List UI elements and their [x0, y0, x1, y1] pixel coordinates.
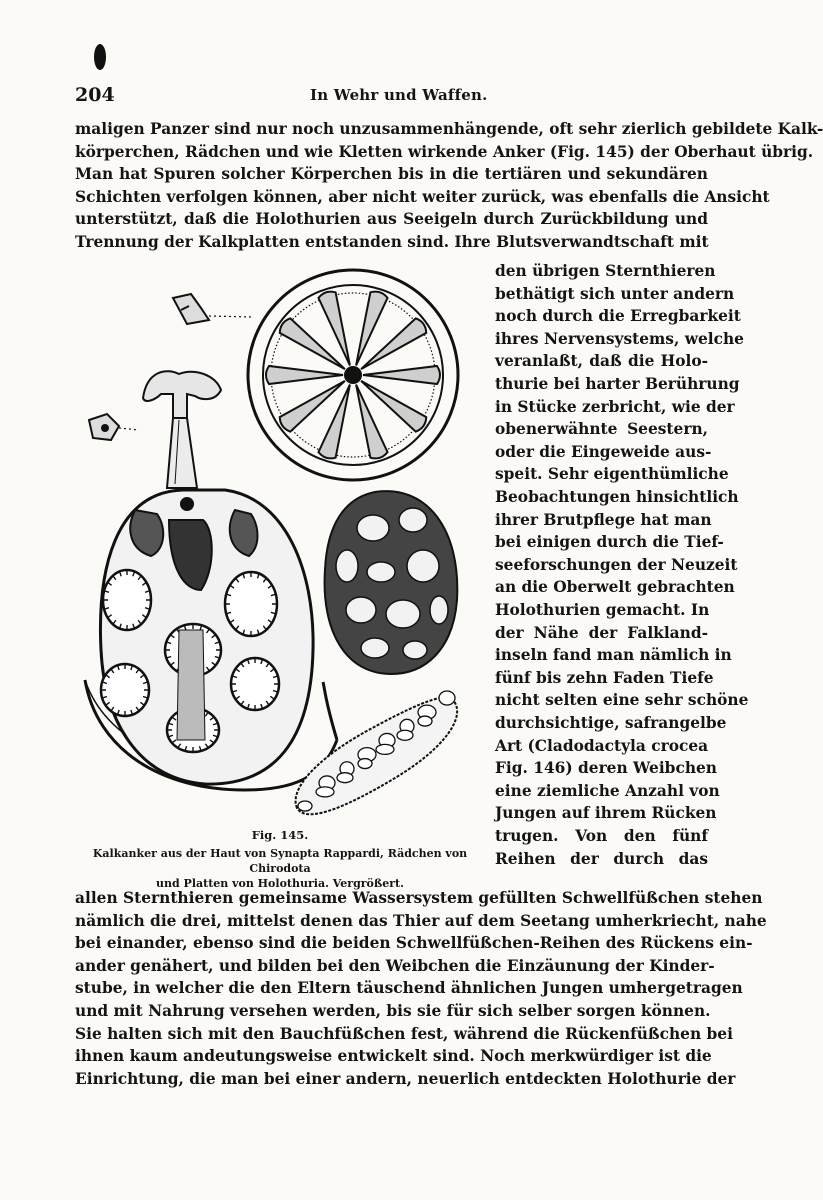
text-line: obenerwähnte Seestern,	[495, 420, 708, 439]
text-line: Reihen der durch das	[495, 849, 708, 868]
text-line: an die Oberwelt gebrachten	[495, 578, 735, 597]
text-line: seeforschungen der Neuzeit	[495, 555, 738, 574]
text-line: Holothurien gemacht. In	[495, 601, 710, 619]
figure-label: Fig. 145.	[251, 828, 309, 842]
text-line: bei einigen durch die Tief-	[495, 533, 724, 552]
figure-caption	[75, 846, 485, 891]
text-line: Man hat Spuren solcher Körperchen bis in die tertiären und sekundären	[75, 165, 708, 184]
text-line: nämlich die drei, mittelst denen das Thier auf dem Seetang umherkriecht, nahe	[75, 911, 767, 930]
text-line: körperchen, Rädchen und wie Kletten wirkende Anker (Fig. 145) der Oberhaut übrig.	[75, 142, 814, 161]
text-line: den übrigen Sternthieren	[495, 262, 716, 280]
text-line: Schichten verfolgen können, aber nicht weiter zurück, was ebenfalls die Ansicht	[75, 187, 770, 206]
text-line: Beobachtungen hinsichtlich	[495, 488, 739, 506]
text-line: Trennung der Kalkplatten entstanden sind. Ihre Blutsverwandtschaft mit	[75, 233, 709, 251]
perforated-plate-oval	[325, 491, 458, 674]
text-line: veranlaßt, daß die Holo-	[495, 352, 708, 371]
wheel-rosette	[248, 270, 458, 480]
text-line: durchsichtige, safrangelbe	[495, 714, 727, 732]
figure-caption-line: Kalkanker aus der Haut von Synapta Rappardi, Rädchen von Chirodota	[92, 847, 468, 875]
text-line: thurie bei harter Berührung	[495, 375, 740, 393]
small-spicule-top	[173, 294, 253, 324]
text-line: trugen. Von den fünf	[495, 827, 708, 845]
text-line: ihres Nervensystems, welche	[495, 329, 744, 348]
text-line: ihrer Brutpflege hat man	[495, 510, 712, 529]
text-line: und mit Nahrung versehen werden, bis sie für sich selber sorgen können.	[75, 1002, 711, 1020]
ink-blot	[94, 44, 106, 70]
figure-caption-line: und Platten von Holothuria. Vergrößert.	[156, 877, 404, 890]
text-line: Fig. 146) deren Weibchen	[495, 759, 717, 778]
text-line: eine ziemliche Anzahl von	[495, 781, 720, 800]
running-head: In Wehr und Waffen.	[310, 86, 488, 104]
small-spicule-left	[89, 414, 139, 440]
anchor-with-plate	[85, 371, 337, 790]
text-line: speit. Sehr eigenthümliche	[495, 465, 729, 484]
text-line: ander genähert, und bilden bei den Weibchen die Einzäunung der Kinder-	[75, 956, 715, 975]
text-line: Art (Cladodactyla crocea	[495, 736, 709, 755]
text-line: Jungen auf ihrem Rücken	[495, 804, 717, 823]
text-line: maligen Panzer sind nur noch unzusammenhängende, oft sehr zierlich gebildete Kalk-	[75, 120, 823, 138]
perforated-plate-elongated	[296, 691, 458, 814]
text-line: inseln fand man nämlich in	[495, 646, 732, 665]
text-line: oder die Eingeweide aus-	[495, 442, 712, 461]
text-line: der Nähe der Falkland-	[495, 623, 708, 642]
text-line: allen Sternthieren gemeinsame Wassersystem gefüllten Schwellfüßchen stehen	[75, 889, 763, 907]
text-line: stube, in welcher die den Eltern täuschend ähnlichen Jungen umhergetragen	[75, 979, 743, 998]
text-line: bethätigt sich unter andern	[495, 284, 735, 303]
text-line: noch durch die Erregbarkeit	[495, 307, 741, 326]
text-line: in Stücke zerbricht, wie der	[495, 397, 735, 416]
page-number: 204	[75, 84, 115, 106]
text-line: ihnen kaum andeutungsweise entwickelt sind. Noch merkwürdiger ist die	[75, 1047, 712, 1066]
text-line: nicht selten eine sehr schöne	[495, 691, 749, 710]
text-line: unterstützt, daß die Holothurien aus Seeigeln durch Zurückbildung und	[75, 210, 708, 229]
text-line: Sie halten sich mit den Bauchfüßchen fest, während die Rückenfüßchen bei	[75, 1024, 733, 1043]
text-line: bei einander, ebenso sind die beiden Schwellfüßchen-Reihen des Rückens ein-	[75, 934, 753, 953]
text-line: fünf bis zehn Faden Tiefe	[495, 668, 714, 687]
figure-145-illustration	[75, 270, 485, 830]
text-line: Einrichtung, die man bei einer andern, neuerlich entdeckten Holothurie der	[75, 1069, 736, 1088]
